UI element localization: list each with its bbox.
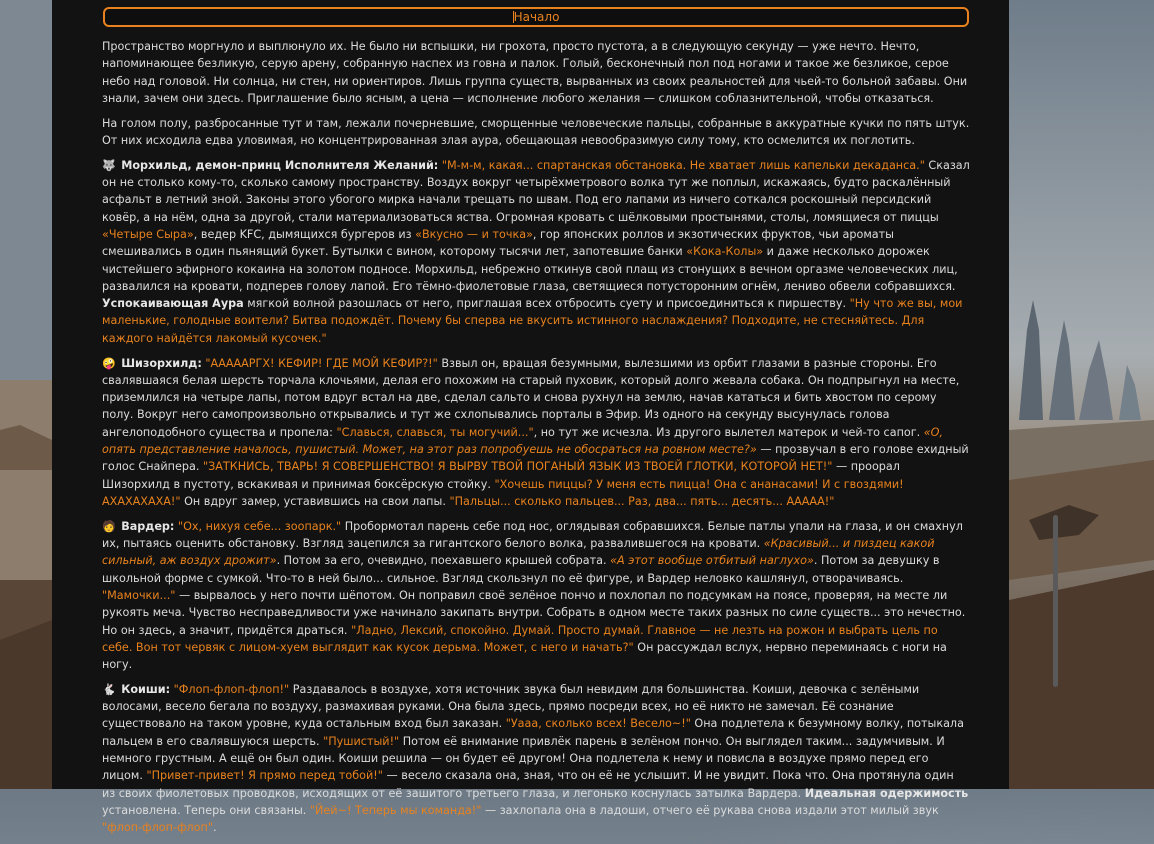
quote-text: «А этот вообще отбитый наглухо» xyxy=(610,554,814,568)
story-paragraph xyxy=(102,38,970,107)
narration-text: Он вдруг замер, уставившись на свои лапы. xyxy=(180,494,450,508)
quote-text: "Мамочки..." xyxy=(102,588,176,602)
story-paragraph xyxy=(102,681,970,837)
title-input-value: Начало xyxy=(513,10,560,24)
quote-text: "Ладно, Лексий, спокойно. Думай. Просто думай. Главное — не лезть на рожон и выбрать цель по себе. Вон тот червяк с лицом-хуем выглядит как кусок дерьма. Может, с него и начать?" xyxy=(102,623,938,654)
narration-text: На голом полу, разбросанные тут и там, лежали почерневшие, сморщенные человеческие пальцы, собранные в аккуратные кучки по пять штук. От них исходила едва уловимая, но концентрированная злая аура, обещающая невообразимую силу тому, кто осмелится их поглотить. xyxy=(102,116,970,147)
emphasis-text: Успокаивающая Аура xyxy=(102,297,244,311)
emphasis-text: Морхильд, демон-принц Исполнителя Желаний: xyxy=(121,158,439,172)
narration-text: . Потом за девушку в школьной форме с сумкой. Что-то в ней было... сильное. Взгляд скользнул по её фигуре, и Вардер неловко кашлянул, отворачиваясь. xyxy=(102,554,940,585)
narration-text: — проорал Шизорхилд в пустоту, вскакивая и принимая боксёрскую стойку. xyxy=(102,460,900,491)
narration-text: — весело сказала она, зная, что он её не услышит. И не увидит. Пока что. Она протянула один из своих фиолетовых проводков, исходящих от её зашитого третьего глаза, и легонько коснулась затылка Вардера. xyxy=(102,769,954,800)
story-paragraph xyxy=(102,115,970,150)
quote-text: «Кока-Колы» xyxy=(686,245,764,259)
narration-text: . xyxy=(213,821,217,835)
emphasis-text: Шизорхилд: xyxy=(121,356,202,370)
quote-text: "флоп-флоп-флоп" xyxy=(102,821,213,835)
character-icon: 🐇 xyxy=(102,682,120,696)
narration-text: и даже несколько дорожек чистейшего эфирного кокаина на золотом подносе. Морхильд, небрежно откинув свой плащ из стонущих в вечном оргазме человеческих лиц, развалился на кровати, подперев голову лапой. Его тёмно-фиолетовые глаза, светящиеся потусторонним огнём, лениво обвели собравшихся. xyxy=(102,245,958,293)
narration-text: , но тут же исчезла. Из другого вылетел матерок и чей-то сапог. xyxy=(533,425,924,439)
quote-text: «Красивый... и пиздец какой сильный, аж воздух дрожит» xyxy=(102,537,935,568)
narration-text: . Потом за его, очевидно, поехавшего крышей собрата. xyxy=(276,554,611,568)
quote-text: «О, опять представление началось, пушистый. Может, на этот раз попробуешь не обосраться на ровном месте?» xyxy=(102,425,943,457)
quote-text: "Пушистый!" xyxy=(323,734,400,748)
background-landscape-right xyxy=(1009,0,1154,789)
narration-text: — вырвалось у него почти шёпотом. Он поправил своё зелёное пончо и похлопал по подсумкам на поясе, проверяя, на месте ли рукоять меча. Чувство несправедливости уже начинало закипать внутри. Собрать в одном месте таких разных по силе существ... это нечестно. Но он здесь, а значит, придётся драться. xyxy=(102,588,966,637)
narration-text: Она подлетела к безумному волку, потыкала пальцем в его свалявшуюся шерсть. xyxy=(102,717,964,748)
narration-text: Раздавалось в воздухе, хотя источник звука был невидим для большинства. Коиши, девочка с зелёными волосами, весело бегала по воздуху, размахивая руками. Она была здесь, прямо посреди всех, но её никто не замечал. Её сознание существовало на таком уровне, куда остальным вход был заказан. xyxy=(102,682,920,731)
story-panel xyxy=(52,0,1009,835)
narration-text: Пространство моргнуло и выплюнуло их. Не было ни вспышки, ни грохота, просто пустота, а в следующую секунду — уже нечто. Нечто, напоминающее безликую, серую арену, собранную наспех из говна и палок. Голый, бесконечный пол под ногами и такое же безликое, серое небо над головой. Ни солнца, ни стен, ни ориентиров. Лишь группа существ, вырванных из своих реальностей для чьей-то больной забавы. Они знали, зачем они здесь. Приглашение было ясным, а цена — исполнение любого желания — слишком соблазнительной, чтобы отказаться. xyxy=(102,40,968,105)
narration-text: , гор японских роллов и экзотических фруктов, чьи ароматы смешивались в один пьянящий букет. Бутылки с вином, которому тысячи лет, запотевшие банки xyxy=(102,227,894,259)
quote-text: "Пальцы... сколько пальцев... Раз, два... пять... десять... ААААА!" xyxy=(449,494,835,508)
quote-text: "Привет-привет! Я прямо перед тобой!" xyxy=(146,769,383,783)
narration-text: — захлопала она в ладоши, отчего её рукава снова издали этот милый звук xyxy=(481,803,939,817)
story-paragraph xyxy=(102,355,970,511)
story-paragraph xyxy=(102,518,970,674)
narration-text: Сказал он не столько кому-то, сколько самому пространству. Воздух вокруг четырёхметрового волка тут же поплыл, искажаясь, будто раскалённый асфальт в летний зной. Законы этого убогого мирка начали трещать по швам. Под его лапами из ничего соткался роскошный персидский ковёр, а на нём, одна за другой, стали материализоваться яства. Огромная кровать с шёлковыми простынями, столы, ломящиеся от пиццы xyxy=(102,158,970,224)
background-landscape-left xyxy=(0,0,52,789)
character-icon: 🐺 xyxy=(102,158,120,172)
scrollbar-thumb[interactable] xyxy=(1053,515,1058,687)
quote-text: "АААААРГХ! КЕФИР! ГДЕ МОЙ КЕФИР?!" xyxy=(205,356,438,370)
story-paragraph xyxy=(102,157,970,347)
quote-text: «Четыре Сыра» xyxy=(102,227,194,241)
narration-text: Взвыл он, вращая безумными, вылезшими из орбит глазами в разные стороны. Его свалявшаяся белая шерсть торчала клочьями, делая его похожим на старый пуховик, который долго жевала собака. Он подпрыгнул на месте, приземлился на четыре лапы, потом вдруг встал на две, сделал сальто и снова рухнул на землю, начав кататься и бить хвостом по серому полу. Вокруг него самопроизвольно открывались и тут же схлопывались порталы в Эфир. Из одного на секунду высунулась голова ангелоподобного существа и пропела: xyxy=(102,356,960,439)
quote-text: "Ну что же вы, мои маленькие, голодные воители? Битва подождёт. Почему бы сперва не вкусить истинного наслаждения? Подходите, не стесняйтесь. Для каждого найдётся лакомый кусочек." xyxy=(102,297,963,345)
narration-text: Пробормотал парень себе под нос, оглядывая собравшихся. Белые патлы упали на глаза, и он смахнул их, пытаясь оценить обстановку. Взгляд зацепился за гигантского белого волка, развалившегося на кровати. xyxy=(102,519,963,551)
character-icon: 🧑 xyxy=(102,519,120,533)
title-input[interactable] xyxy=(103,7,969,27)
narration-text: Он рассуждал вслух, нервно переминаясь с ноги на ногу. xyxy=(102,640,947,672)
quote-text: "М-м-м, какая... спартанская обстановка. Не хватает лишь капельки декаданса." xyxy=(441,158,925,172)
narration-text: — прозвучал в его голове ехидный голос Снайпера. xyxy=(102,443,969,474)
narration-text: установлена. Теперь они связаны. xyxy=(102,803,310,817)
quote-text: "Флоп-флоп-флоп!" xyxy=(173,682,290,696)
quote-text: "Хочешь пиццы? У меня есть пицца! Она с ананасами! И с гвоздями! АХАХАХАХА!" xyxy=(102,477,904,508)
narration-text: мягкой волной разошлась от него, приглашая всех отбросить суету и присоединиться к пиршеству. xyxy=(243,297,850,311)
emphasis-text: Вардер: xyxy=(121,519,175,533)
narration-text: , ведер KFC, дымящихся бургеров из xyxy=(193,227,416,241)
quote-text: "ЗАТКНИСЬ, ТВАРЬ! Я СОВЕРШЕНСТВО! Я ВЫРВУ ТВОЙ ПОГАНЫЙ ЯЗЫК ИЗ ТВОЕЙ ГЛОТКИ, КОТОРОЙ НЕТ!" xyxy=(202,460,833,474)
quote-text: «Вкусно — и точка» xyxy=(415,227,533,241)
quote-text: "Славься, славься, ты могучий..." xyxy=(336,425,534,439)
quote-text: "Уааа, сколько всех! Весело~!" xyxy=(505,717,691,731)
emphasis-text: Идеальная одержимость xyxy=(804,786,969,800)
quote-text: "Ох, нихуя себе... зоопарк." xyxy=(177,519,342,533)
quote-text: "Йей~! Теперь мы команда!" xyxy=(309,803,482,817)
story-text xyxy=(102,38,970,844)
emphasis-text: Коиши: xyxy=(121,682,171,696)
narration-text: Потом её внимание привлёк парень в зелёном пончо. Он выглядел таким... задумчивым. И немного грустным. А ещё он был один. Коиши решила — он будет её другом! Она подлетела к нему и повисла в воздухе прямо перед его лицом. xyxy=(102,734,945,783)
character-icon: 🤪 xyxy=(102,356,120,370)
